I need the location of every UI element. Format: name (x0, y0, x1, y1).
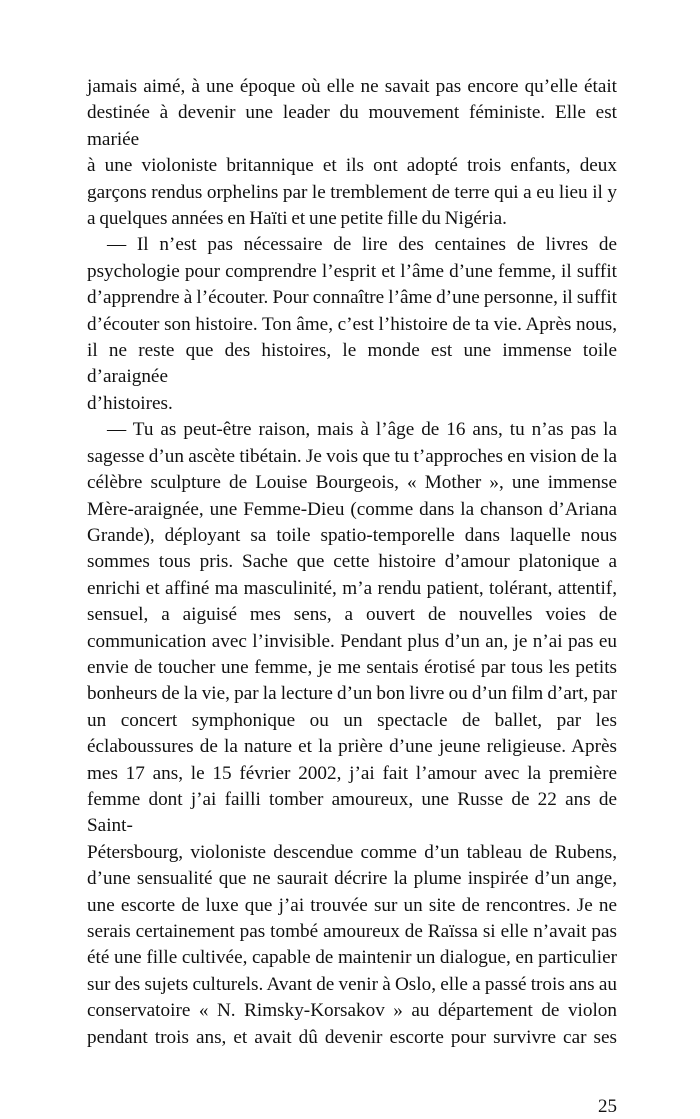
text-line: d’écouter son histoire. Ton âme, c’est l’histoire de ta vie. Après nous, (87, 313, 617, 335)
text-line: Pétersbourg, violoniste descendue comme d’un tableau de Rubens, (87, 841, 617, 863)
text-line: d’une sensualité que ne saurait décrire la plume inspirée d’un ange, (87, 868, 617, 890)
page-number: 25 (598, 1096, 617, 1118)
text-line: garçons rendus orphelins par le tremblement de terre qui a eu lieu il y (87, 181, 617, 203)
page-body-text (87, 74, 617, 1051)
text-line: sensuel, a aiguisé mes sens, a ouvert de nouvelles voies de (87, 604, 617, 626)
page (87, 74, 617, 1119)
paragraph (87, 417, 617, 1051)
text-line: sagesse d’un ascète tibétain. Je vois que tu t’approches en vision de la (87, 445, 617, 467)
text-line: d’apprendre à l’écouter. Pour connaître l’âme d’une personne, il suffit (87, 287, 617, 309)
text-line: pendant trois ans, et avait dû devenir escorte pour survivre car ses (87, 1026, 617, 1048)
text-line: bonheurs de la vie, par la lecture d’un bon livre ou d’un film d’art, par (87, 683, 617, 705)
text-line: éclaboussures de la nature et la prière d’une jeune religieuse. Après (87, 736, 617, 758)
paragraph (87, 74, 617, 232)
text-line: été une fille cultivée, capable de maintenir un dialogue, en particulier (87, 947, 617, 969)
text-line: sommes tous pris. Sache que cette histoire d’amour platonique a (87, 551, 617, 573)
text-line: une escorte de luxe que j’ai trouvée sur un site de rencontres. Je ne (87, 894, 617, 916)
text-line: enrichi et affiné ma masculinité, m’a rendu patient, tolérant, attentif, (87, 577, 617, 599)
text-line: psychologie pour comprendre l’esprit et l’âme d’une femme, il suffit (87, 260, 617, 282)
text-line: femme dont j’ai failli tomber amoureux, une Russe de 22 ans de Saint- (87, 788, 617, 837)
paragraph (87, 232, 617, 417)
text-line: a quelques années en Haïti et une petite fille du Nigéria. (87, 208, 507, 230)
text-line: Mère-araignée, une Femme-Dieu (comme dans la chanson d’Ariana (87, 498, 617, 520)
text-line: — Il n’est pas nécessaire de lire des centaines de livres de (107, 234, 617, 256)
text-line: envie de toucher une femme, je me sentais érotisé par tous les petits (87, 656, 617, 678)
text-line: célèbre sculpture de Louise Bourgeois, « Mother », une immense (87, 472, 617, 494)
text-line: jamais aimé, à une époque où elle ne savait pas encore qu’elle était (87, 76, 617, 97)
text-line: mes 17 ans, le 15 février 2002, j’ai fait l’amour avec la première (87, 762, 617, 784)
text-line: Grande), déployant sa toile spatio-temporelle dans laquelle nous (87, 524, 617, 546)
text-line: serais certainement pas tombé amoureux de Raïssa si elle n’avait pas (87, 921, 617, 942)
text-line: destinée à devenir une leader du mouvement féministe. Elle est mariée (87, 102, 617, 150)
text-line: il ne reste que des histoires, le monde est une immense toile d’araignée (87, 340, 617, 388)
text-line: un concert symphonique ou un spectacle de ballet, par les (87, 709, 617, 731)
text-line: — Tu as peut-être raison, mais à l’âge de 16 ans, tu n’as pas la (107, 419, 617, 441)
text-line: conservatoire « N. Rimsky-Korsakov » au département de violon (87, 1000, 617, 1022)
text-line: sur des sujets culturels. Avant de venir à Oslo, elle a passé trois ans au (87, 973, 617, 995)
text-line: communication avec l’invisible. Pendant plus d’un an, je n’ai pas eu (87, 630, 617, 652)
text-line: d’histoires. (87, 392, 173, 414)
text-line: à une violoniste britannique et ils ont adopté trois enfants, deux (87, 155, 617, 177)
